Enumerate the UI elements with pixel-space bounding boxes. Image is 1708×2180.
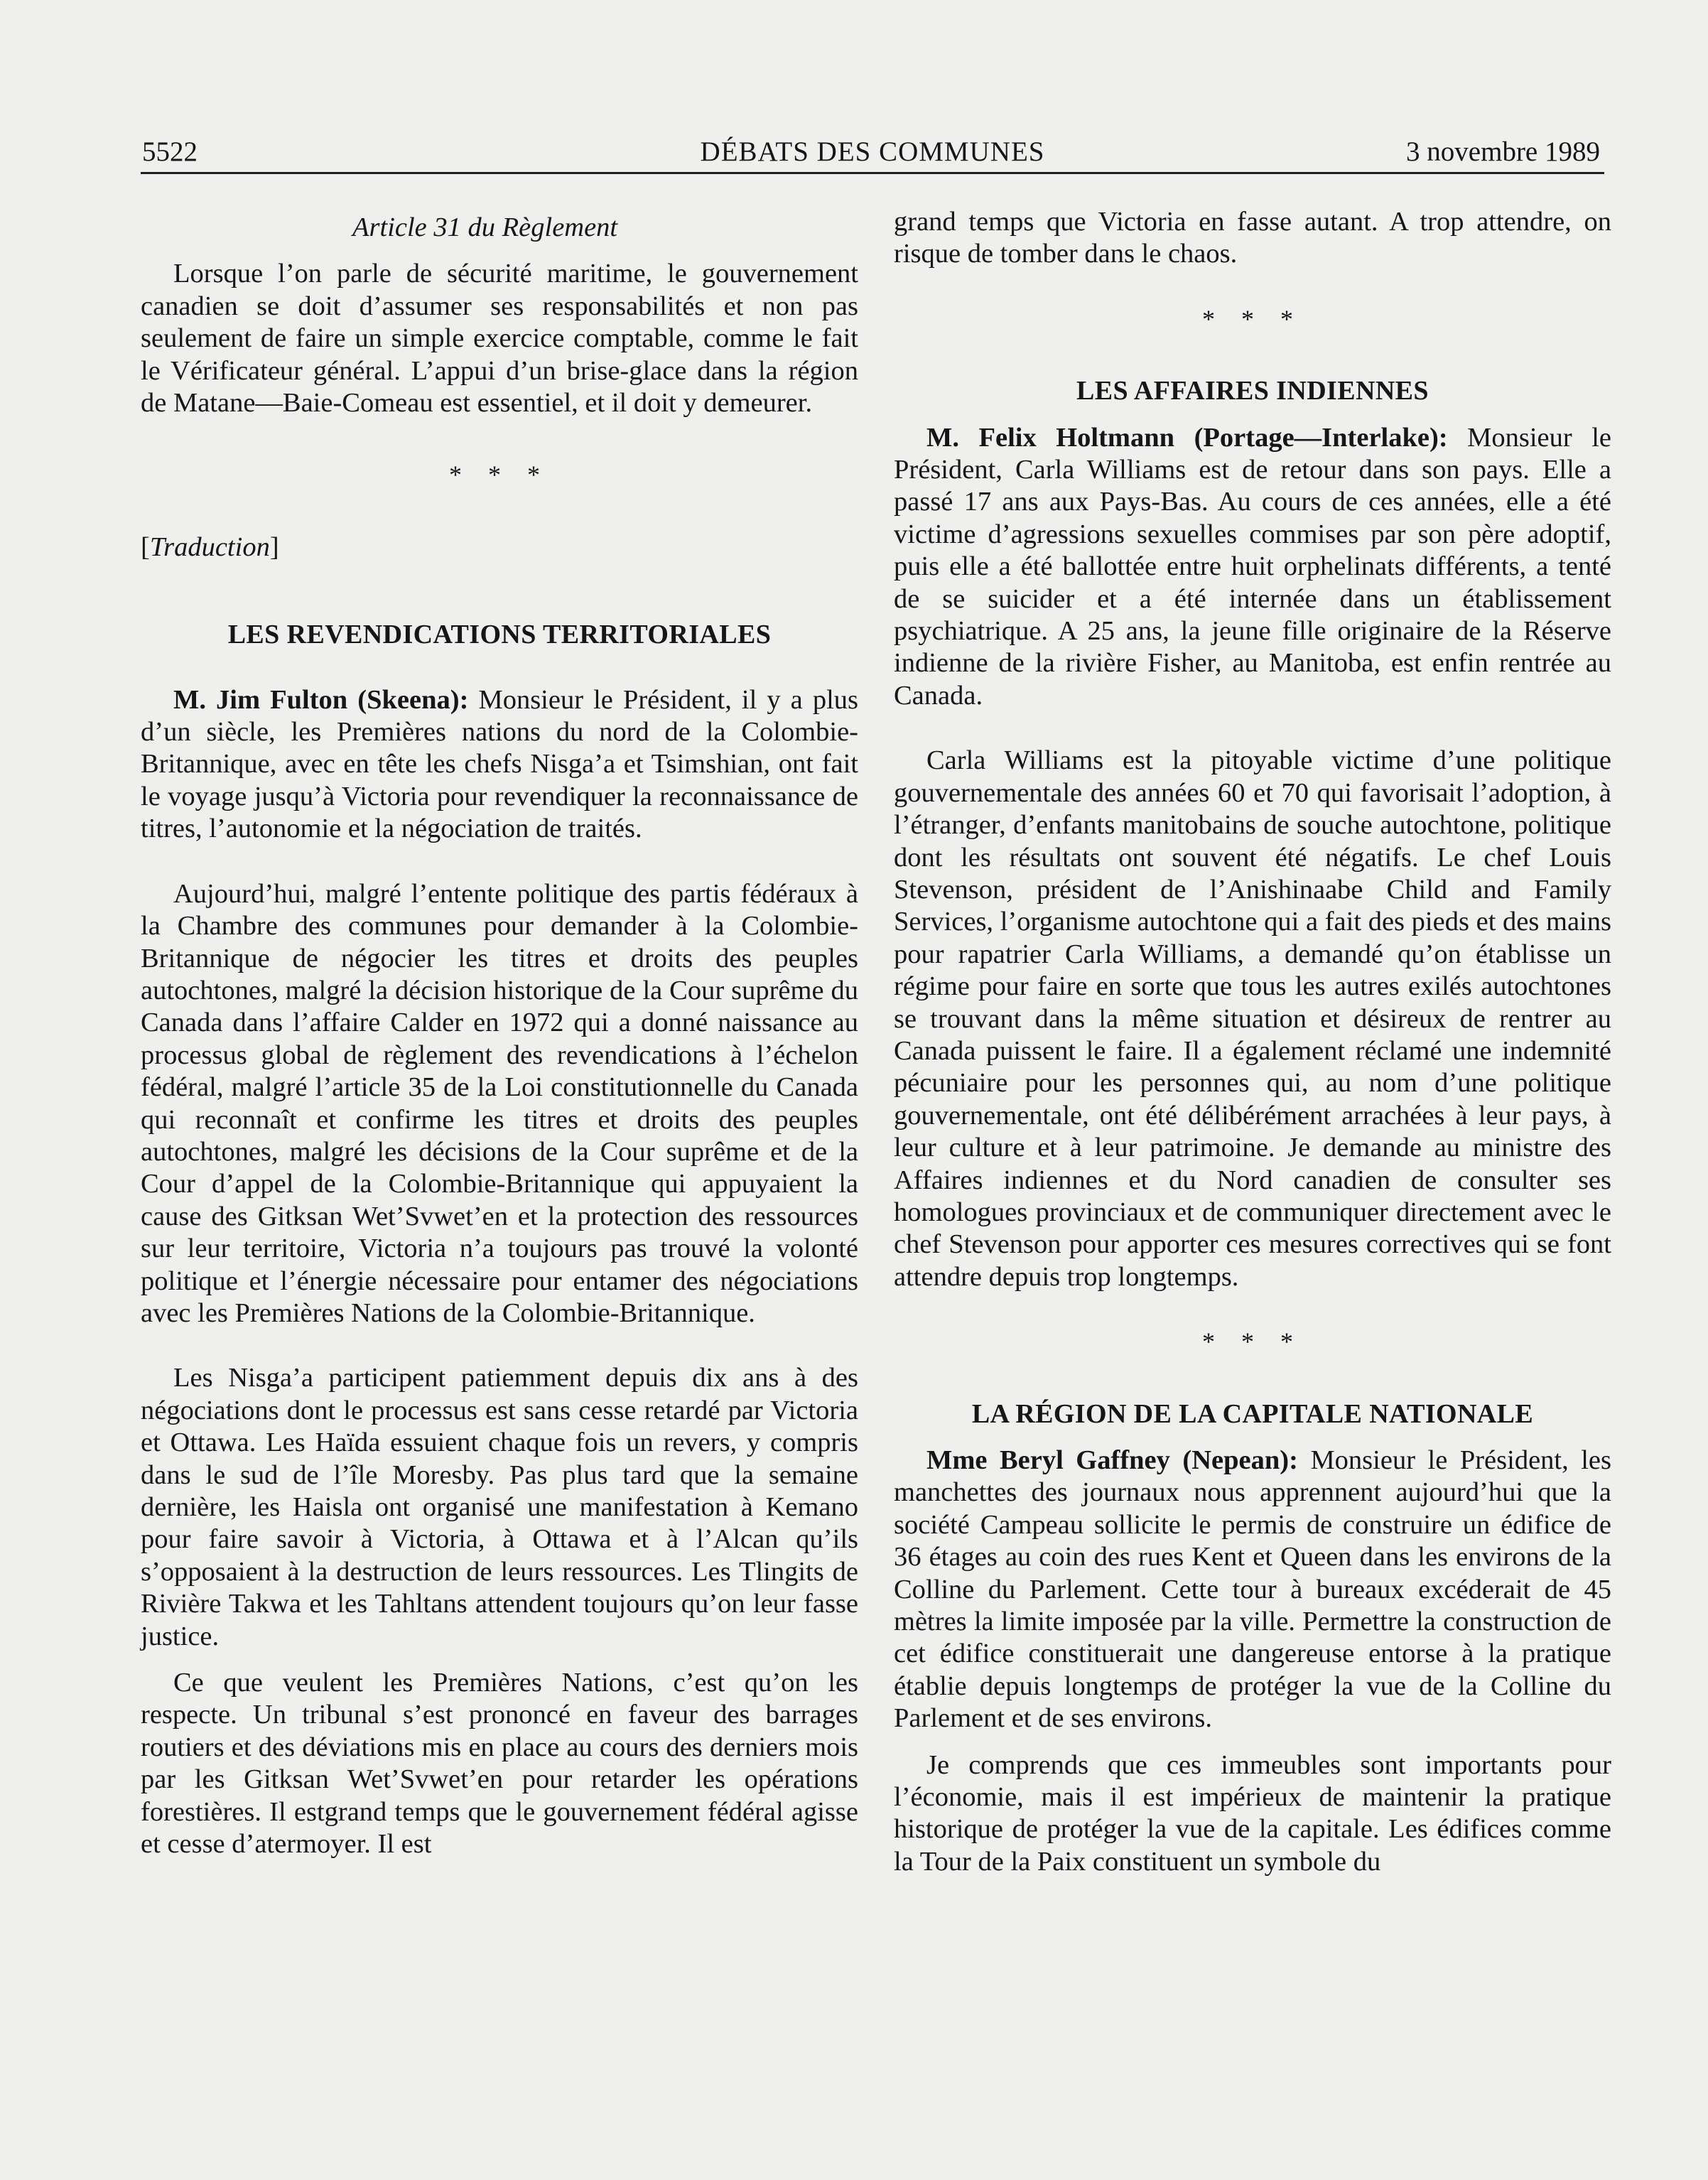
section-heading: LA RÉGION DE LA CAPITALE NATIONALE [971,1398,1534,1429]
speech-paragraph: M. Jim Fulton (Skeena): Monsieur le Président, il y a plus d’un siècle, les Premières nations du nord de la Colombie-Britannique, avec en tête les chefs Nisga’a et Tsimshian, ont fait le voyage jusqu’à Victoria pour revendiquer la reconnaissance de titres, l’autonomie et la négociation de traités. [141,684,858,844]
section-heading: LES AFFAIRES INDIENNES [1076,376,1429,406]
paragraph: Aujourd’hui, malgré l’entente politique des partis fédéraux à la Chambre des communes pour demander à la Colombie-Britannique de négocier les titres et droits des peuples autochtones, malgré la décision historique de la Cour suprême du Canada dans l’affaire Calder en 1972 qui a donné naissance au processus global de règlement des revendications à l’échelon fédéral, malgré l’article 35 de la Loi constitutionnelle du Canada qui reconnaît et confirme les titres et droits des peuples autochtones, malgré les décisions de la Cour suprême et de la Cour d’appel de la Colombie-Britannique qui appuyaient la cause des Gitksan Wet’Svwet’en et la protection des ressources sur leur territoire, Victoria n’a toujours pas trouvé la volonté politique et l’énergie nécessaire pour entamer des négociations avec les Premières Nations de la Colombie-Britannique. [141,878,858,1328]
paragraph: grand temps que Victoria en fasse autant. A trop attendre, on risque de tomber dans le chaos. [894,207,1611,269]
section-heading: LES REVENDICATIONS TERRITORIALES [227,620,772,650]
left-column [141,206,858,1860]
speaker-name: M. Felix Holtmann (Portage—Interlake): [926,422,1448,453]
paragraph: Ce que veulent les Premières Nations, c’est qu’on les respecte. Un tribunal s’est prononcé en faveur des barrages routiers et des déviations mis en place au cours des derniers mois par les Gitksan Wet’Svwet’en pour retarder les opérations forestières. Il estgrand temps que le gouvernement fédéral agisse et cesse d’atermoyer. Il est [141,1668,858,1860]
section-subtitle: Article 31 du Règlement [352,212,618,242]
section-separator: * * * [449,460,550,490]
paragraph: Les Nisga’a participent patiemment depuis dix ans à des négociations dont le processus est sans cesse retardé par Victoria et Ottawa. Les Haïda essuient chaque fois un revers, y compris dans le sud de l’île Moresby. Pas plus tard que la semaine dernière, les Haisla ont organisé une manifestation à Kemano pour faire savoir à Victoria, à Ottawa et à l’Alcan qu’ils s’opposaient à la destruction de leurs ressources. Les Tlingits de Rivière Takwa et les Tahltans attendent toujours qu’on leur fasse justice. [141,1363,858,1651]
page-header [141,132,1604,174]
translation-note: [Traduction] [141,531,279,562]
paragraph: Carla Williams est la pitoyable victime d’une politique gouvernementale des années 60 et 70 qui favorisait l’adoption, à l’étranger, d’enfants manitobains de souche autochtone, politique dont les résultats ont souvent été négatifs. Le chef Louis Stevenson, président de l’Anishinaabe Child and Family Services, l’organisme autochtone qui a fait des pieds et des mains pour rapatrier Carla Williams, a demandé qu’on établisse un régime pour faire en sorte que tous les autres exilés autochtones se trouvant dans la même situation et désireux de rentrer au Canada puissent le faire. Il a également réclamé une indemnité pécuniaire pour les personnes qui, au nom d’une politique gouvernementale, ont été délibérément arrachées à leur pays, à leur culture et à leur patrimoine. Je demande au ministre des Affaires indiennes et du Nord canadien de consulter ses homologues provinciaux et de communiquer directement avec le chef Stevenson pour apporter ces mesures correctives qui se font attendre depuis trop longtemps. [894,745,1611,1292]
speech-paragraph: M. Felix Holtmann (Portage—Interlake): Monsieur le Président, Carla Williams est de retour dans son pays. Elle a passé 17 ans aux Pays-Bas. Au cours de ces années, elle a été victime d’agressions sexuelles commises par son père adoptif, puis elle a été ballottée entre huit orphelinats différents, a tenté de se suicider et a été internée dans un établissement psychiatrique. A 25 ans, la jeune fille originaire de la Réserve indienne de la rivière Fisher, au Manitoba, est enfin rentrée au Canada. [894,422,1611,711]
page-number: 5522 [142,136,198,167]
paragraph: Lorsque l’on parle de sécurité maritime, le gouvernement canadien se doit d’assumer ses responsabilités et non pas seulement de faire un simple exercice comptable, comme le fait le Vérificateur général. L’appui d’un brise-glace dans la région de Matane—Baie-Comeau est essentiel, et il doit y demeurer. [141,259,858,419]
speaker-name: M. Jim Fulton (Skeena): [173,684,469,715]
right-column [894,206,1611,1878]
publication-date: 3 novembre 1989 [1406,136,1600,167]
speech-paragraph: Mme Beryl Gaffney (Nepean): Monsieur le Président, les manchettes des journaux nous apprennent aujourd’hui que la société Campeau sollicite le permis de construire un édifice de 36 étages au coin des rues Kent et Queen dans les environs de la Colline du Parlement. Cette tour à bureaux excéderait de 45 mètres la limite imposée par la ville. Permettre la construction de cet édifice constituerait une dangereuse entorse à la pratique établie depuis longtemps de protéger la vue de la Colline du Parlement et de ses environs. [894,1445,1611,1734]
section-separator: * * * [1202,1327,1303,1356]
paragraph: Je comprends que ces immeubles sont importants pour l’économie, mais il est impérieux de maintenir la pratique historique de protéger la vue de la capitale. Les édifices comme la Tour de la Paix constituent un symbole du [894,1749,1611,1877]
publication-title: DÉBATS DES COMMUNES [700,136,1045,167]
section-separator: * * * [1202,304,1303,333]
speaker-name: Mme Beryl Gaffney (Nepean): [926,1445,1298,1475]
